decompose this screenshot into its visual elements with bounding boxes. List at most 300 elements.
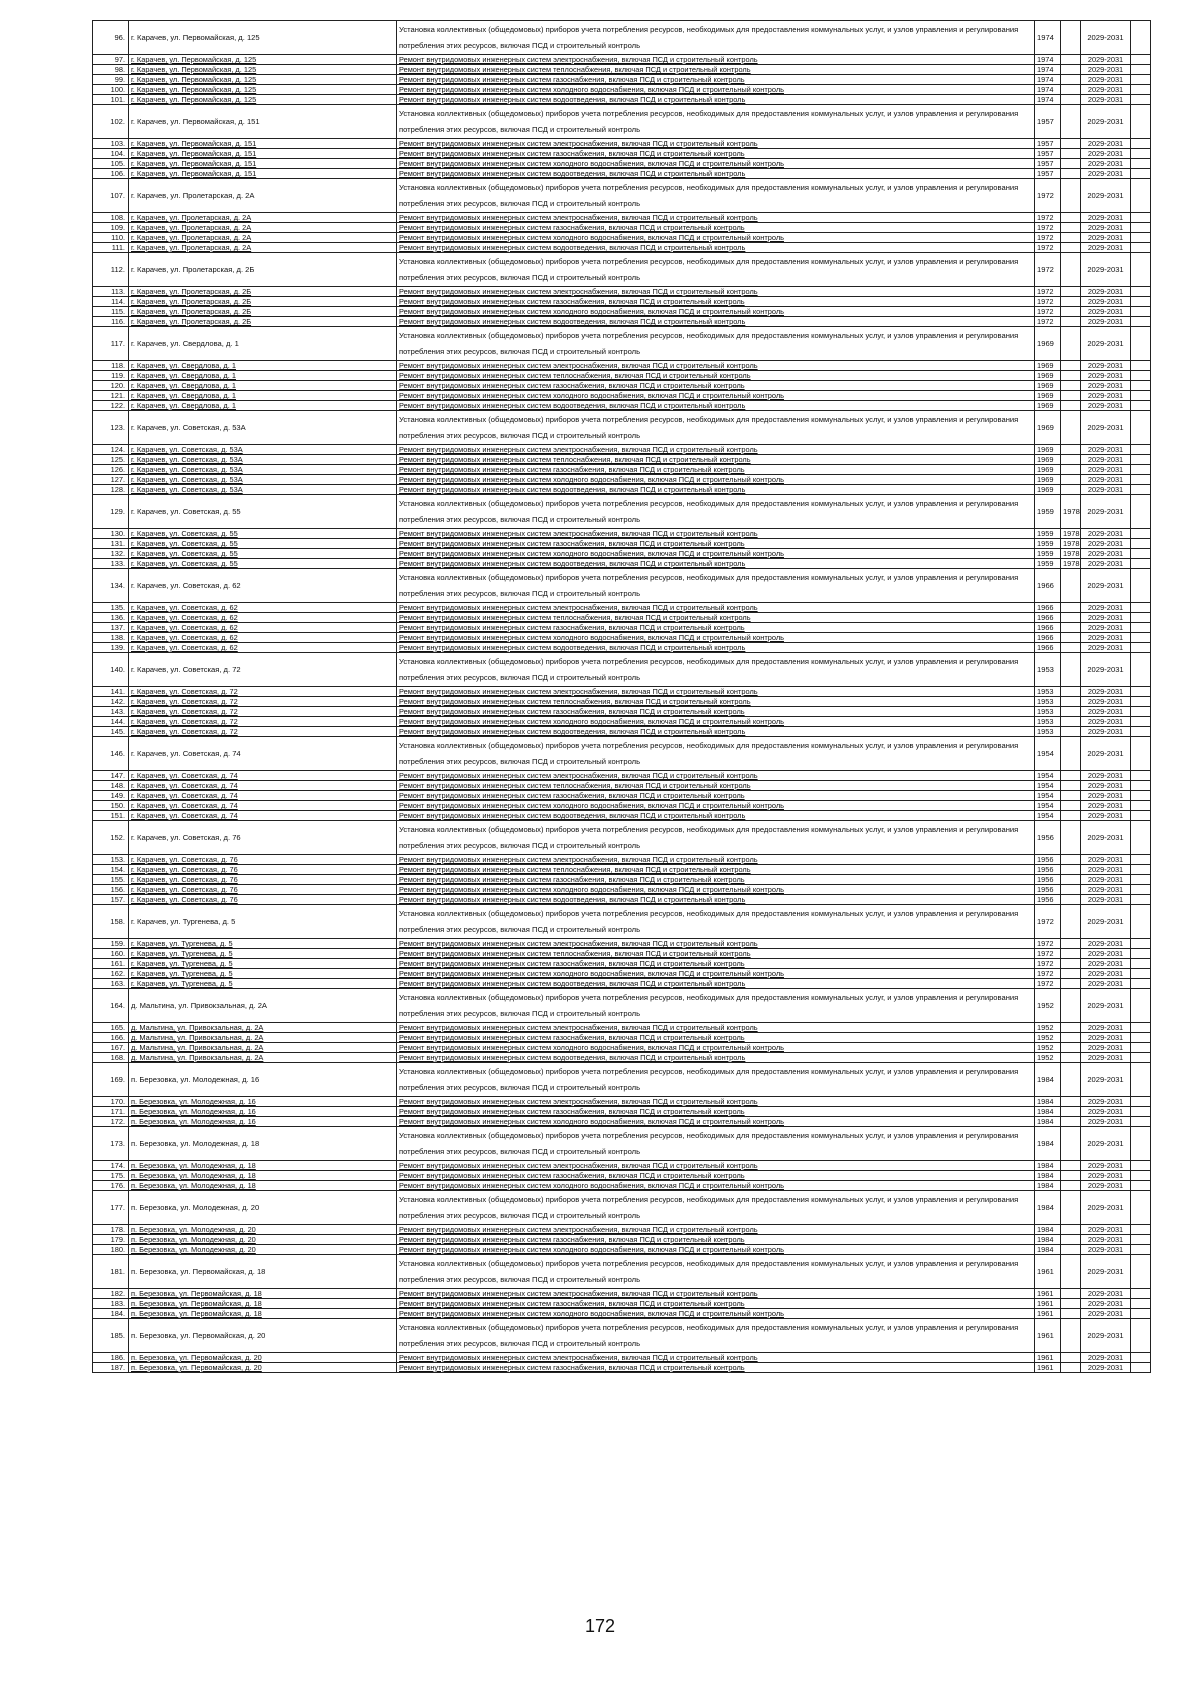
build-year-cell: 1966: [1035, 633, 1061, 643]
address-cell: г. Карачев, ул. Свердлова, д. 1: [129, 371, 397, 381]
table-row: [93, 1289, 1151, 1299]
work-type-cell: Ремонт внутридомовых инженерных систем электроснабжения, включая ПСД и строительный контроль: [397, 445, 1035, 455]
address-cell: г. Карачев, ул. Пролетарская, д. 2А: [129, 243, 397, 253]
address-cell: г. Карачев, ул. Пролетарская, д. 2А: [129, 233, 397, 243]
build-year-cell: 1972: [1035, 969, 1061, 979]
planned-period-cell: 2029-2031: [1081, 1033, 1131, 1043]
build-year-cell: 1972: [1035, 307, 1061, 317]
build-year-cell: 1972: [1035, 939, 1061, 949]
table-row: [93, 727, 1151, 737]
address-cell: г. Карачев, ул. Советская, д. 76: [129, 895, 397, 905]
planned-period-cell: 2029-2031: [1081, 801, 1131, 811]
work-type-cell: Ремонт внутридомовых инженерных систем электроснабжения, включая ПСД и строительный контроль: [397, 361, 1035, 371]
empty-cell: [1131, 623, 1151, 633]
table-row: [93, 821, 1151, 855]
build-year-cell: 1969: [1035, 401, 1061, 411]
work-type-cell: Ремонт внутридомовых инженерных систем холодного водоснабжения, включая ПСД и строительный контроль: [397, 1181, 1035, 1191]
row-number: 134.: [93, 569, 129, 603]
address-cell: п. Березовка, ул. Молодежная, д. 18: [129, 1181, 397, 1191]
build-year-cell: 1956: [1035, 855, 1061, 865]
work-type-cell: Ремонт внутридомовых инженерных систем электроснабжения, включая ПСД и строительный контроль: [397, 1225, 1035, 1235]
planned-period-cell: 2029-2031: [1081, 875, 1131, 885]
empty-cell: [1131, 307, 1151, 317]
planned-period-cell: 2029-2031: [1081, 411, 1131, 445]
address-cell: г. Карачев, ул. Тургенева, д. 5: [129, 959, 397, 969]
reconstruction-year-cell: [1061, 233, 1081, 243]
reconstruction-year-cell: [1061, 1127, 1081, 1161]
planned-period-cell: 2029-2031: [1081, 727, 1131, 737]
address-cell: п. Березовка, ул. Молодежная, д. 18: [129, 1161, 397, 1171]
table-body: [93, 21, 1151, 1373]
table-row: [93, 801, 1151, 811]
table-row: [93, 105, 1151, 139]
work-type-cell: Ремонт внутридомовых инженерных систем холодного водоснабжения, включая ПСД и строительный контроль: [397, 391, 1035, 401]
reconstruction-year-cell: [1061, 979, 1081, 989]
table-row: [93, 603, 1151, 613]
planned-period-cell: 2029-2031: [1081, 445, 1131, 455]
empty-cell: [1131, 939, 1151, 949]
empty-cell: [1131, 989, 1151, 1023]
address-cell: п. Березовка, ул. Молодежная, д. 18: [129, 1171, 397, 1181]
build-year-cell: 1972: [1035, 905, 1061, 939]
empty-cell: [1131, 613, 1151, 623]
planned-period-cell: 2029-2031: [1081, 327, 1131, 361]
table-row: [93, 885, 1151, 895]
build-year-cell: 1972: [1035, 979, 1061, 989]
address-cell: г. Карачев, ул. Первомайская, д. 125: [129, 95, 397, 105]
planned-period-cell: 2029-2031: [1081, 687, 1131, 697]
empty-cell: [1131, 979, 1151, 989]
planned-period-cell: 2029-2031: [1081, 1319, 1131, 1353]
row-number: 141.: [93, 687, 129, 697]
planned-period-cell: 2029-2031: [1081, 959, 1131, 969]
table-row: [93, 737, 1151, 771]
empty-cell: [1131, 159, 1151, 169]
row-number: 179.: [93, 1235, 129, 1245]
planned-period-cell: 2029-2031: [1081, 213, 1131, 223]
row-number: 106.: [93, 169, 129, 179]
reconstruction-year-cell: [1061, 939, 1081, 949]
row-number: 163.: [93, 979, 129, 989]
address-cell: г. Карачев, ул. Пролетарская, д. 2Б: [129, 253, 397, 287]
address-cell: г. Карачев, ул. Первомайская, д. 151: [129, 159, 397, 169]
empty-cell: [1131, 865, 1151, 875]
empty-cell: [1131, 633, 1151, 643]
reconstruction-year-cell: [1061, 643, 1081, 653]
build-year-cell: 1956: [1035, 895, 1061, 905]
build-year-cell: 1974: [1035, 95, 1061, 105]
row-number: 128.: [93, 485, 129, 495]
row-number: 175.: [93, 1171, 129, 1181]
build-year-cell: 1972: [1035, 287, 1061, 297]
address-cell: г. Карачев, ул. Советская, д. 62: [129, 603, 397, 613]
row-number: 105.: [93, 159, 129, 169]
reconstruction-year-cell: [1061, 653, 1081, 687]
planned-period-cell: 2029-2031: [1081, 1309, 1131, 1319]
address-cell: г. Карачев, ул. Пролетарская, д. 2Б: [129, 307, 397, 317]
table-row: [93, 895, 1151, 905]
empty-cell: [1131, 149, 1151, 159]
work-type-cell: Ремонт внутридомовых инженерных систем газоснабжения, включая ПСД и строительный контроль: [397, 223, 1035, 233]
reconstruction-year-cell: [1061, 821, 1081, 855]
build-year-cell: 1959: [1035, 539, 1061, 549]
planned-period-cell: 2029-2031: [1081, 307, 1131, 317]
address-cell: г. Карачев, ул. Советская, д. 74: [129, 771, 397, 781]
row-number: 155.: [93, 875, 129, 885]
planned-period-cell: 2029-2031: [1081, 865, 1131, 875]
row-number: 169.: [93, 1063, 129, 1097]
empty-cell: [1131, 569, 1151, 603]
table-row: [93, 643, 1151, 653]
planned-period-cell: 2029-2031: [1081, 603, 1131, 613]
work-type-cell: Ремонт внутридомовых инженерных систем водоотведения, включая ПСД и строительный контроль: [397, 485, 1035, 495]
reconstruction-year-cell: [1061, 361, 1081, 371]
build-year-cell: 1952: [1035, 1033, 1061, 1043]
reconstruction-year-cell: [1061, 317, 1081, 327]
planned-period-cell: 2029-2031: [1081, 623, 1131, 633]
address-cell: г. Карачев, ул. Советская, д. 72: [129, 687, 397, 697]
row-number: 151.: [93, 811, 129, 821]
address-cell: п. Березовка, ул. Первомайская, д. 18: [129, 1309, 397, 1319]
build-year-cell: 1972: [1035, 213, 1061, 223]
build-year-cell: 1959: [1035, 495, 1061, 529]
address-cell: г. Карачев, ул. Тургенева, д. 5: [129, 949, 397, 959]
build-year-cell: 1957: [1035, 159, 1061, 169]
address-cell: п. Березовка, ул. Первомайская, д. 18: [129, 1299, 397, 1309]
work-type-cell: Установка коллективных (общедомовых) приборов учета потребления ресурсов, необходимых для предоставления коммунальных услуг, и узлов управления и регулирования потребления этих ресурсов, включая ПСД и строительный контроль: [397, 1319, 1035, 1353]
empty-cell: [1131, 1161, 1151, 1171]
work-type-cell: Ремонт внутридомовых инженерных систем водоотведения, включая ПСД и строительный контроль: [397, 95, 1035, 105]
reconstruction-year-cell: 1978: [1061, 529, 1081, 539]
work-type-cell: Ремонт внутридомовых инженерных систем газоснабжения, включая ПСД и строительный контроль: [397, 1033, 1035, 1043]
row-number: 168.: [93, 1053, 129, 1063]
planned-period-cell: 2029-2031: [1081, 539, 1131, 549]
reconstruction-year-cell: [1061, 969, 1081, 979]
build-year-cell: 1954: [1035, 791, 1061, 801]
build-year-cell: 1984: [1035, 1107, 1061, 1117]
reconstruction-year-cell: [1061, 885, 1081, 895]
work-type-cell: Установка коллективных (общедомовых) приборов учета потребления ресурсов, необходимых для предоставления коммунальных услуг, и узлов управления и регулирования потребления этих ресурсов, включая ПСД и строительный контроль: [397, 21, 1035, 55]
empty-cell: [1131, 1245, 1151, 1255]
reconstruction-year-cell: [1061, 297, 1081, 307]
row-number: 118.: [93, 361, 129, 371]
build-year-cell: 1952: [1035, 989, 1061, 1023]
table-row: [93, 771, 1151, 781]
row-number: 96.: [93, 21, 129, 55]
table-row: [93, 549, 1151, 559]
build-year-cell: 1984: [1035, 1245, 1061, 1255]
row-number: 166.: [93, 1033, 129, 1043]
address-cell: г. Карачев, ул. Советская, д. 53А: [129, 485, 397, 495]
row-number: 109.: [93, 223, 129, 233]
table-row: [93, 539, 1151, 549]
planned-period-cell: 2029-2031: [1081, 989, 1131, 1023]
row-number: 113.: [93, 287, 129, 297]
work-type-cell: Установка коллективных (общедомовых) приборов учета потребления ресурсов, необходимых для предоставления коммунальных услуг, и узлов управления и регулирования потребления этих ресурсов, включая ПСД и строительный контроль: [397, 821, 1035, 855]
empty-cell: [1131, 1235, 1151, 1245]
reconstruction-year-cell: [1061, 1289, 1081, 1299]
work-type-cell: Ремонт внутридомовых инженерных систем электроснабжения, включая ПСД и строительный контроль: [397, 855, 1035, 865]
empty-cell: [1131, 1171, 1151, 1181]
table-row: [93, 297, 1151, 307]
planned-period-cell: 2029-2031: [1081, 297, 1131, 307]
address-cell: г. Карачев, ул. Первомайская, д. 125: [129, 55, 397, 65]
address-cell: г. Карачев, ул. Советская, д. 55: [129, 539, 397, 549]
reconstruction-year-cell: [1061, 687, 1081, 697]
empty-cell: [1131, 1299, 1151, 1309]
reconstruction-year-cell: 1978: [1061, 539, 1081, 549]
row-number: 129.: [93, 495, 129, 529]
empty-cell: [1131, 969, 1151, 979]
build-year-cell: 1969: [1035, 455, 1061, 465]
reconstruction-year-cell: [1061, 475, 1081, 485]
planned-period-cell: 2029-2031: [1081, 1235, 1131, 1245]
empty-cell: [1131, 223, 1151, 233]
row-number: 158.: [93, 905, 129, 939]
empty-cell: [1131, 139, 1151, 149]
planned-period-cell: 2029-2031: [1081, 455, 1131, 465]
address-cell: г. Карачев, ул. Пролетарская, д. 2Б: [129, 287, 397, 297]
empty-cell: [1131, 1033, 1151, 1043]
address-cell: г. Карачев, ул. Советская, д. 53А: [129, 411, 397, 445]
row-number: 125.: [93, 455, 129, 465]
table-row: [93, 1097, 1151, 1107]
reconstruction-year-cell: [1061, 801, 1081, 811]
table-row: [93, 687, 1151, 697]
empty-cell: [1131, 653, 1151, 687]
empty-cell: [1131, 55, 1151, 65]
table-row: [93, 529, 1151, 539]
reconstruction-year-cell: [1061, 1043, 1081, 1053]
table-row: [93, 613, 1151, 623]
reconstruction-year-cell: [1061, 1225, 1081, 1235]
reconstruction-year-cell: [1061, 55, 1081, 65]
row-number: 110.: [93, 233, 129, 243]
address-cell: г. Карачев, ул. Советская, д. 72: [129, 653, 397, 687]
work-type-cell: Ремонт внутридомовых инженерных систем электроснабжения, включая ПСД и строительный контроль: [397, 1353, 1035, 1363]
row-number: 147.: [93, 771, 129, 781]
empty-cell: [1131, 371, 1151, 381]
reconstruction-year-cell: [1061, 989, 1081, 1023]
empty-cell: [1131, 361, 1151, 371]
planned-period-cell: 2029-2031: [1081, 371, 1131, 381]
build-year-cell: 1953: [1035, 697, 1061, 707]
row-number: 143.: [93, 707, 129, 717]
reconstruction-year-cell: [1061, 65, 1081, 75]
reconstruction-year-cell: [1061, 1191, 1081, 1225]
row-number: 153.: [93, 855, 129, 865]
work-type-cell: Ремонт внутридомовых инженерных систем холодного водоснабжения, включая ПСД и строительный контроль: [397, 233, 1035, 243]
empty-cell: [1131, 1255, 1151, 1289]
work-type-cell: Ремонт внутридомовых инженерных систем холодного водоснабжения, включая ПСД и строительный контроль: [397, 159, 1035, 169]
address-cell: г. Карачев, ул. Пролетарская, д. 2А: [129, 223, 397, 233]
work-type-cell: Ремонт внутридомовых инженерных систем электроснабжения, включая ПСД и строительный контроль: [397, 213, 1035, 223]
row-number: 145.: [93, 727, 129, 737]
row-number: 112.: [93, 253, 129, 287]
work-type-cell: Ремонт внутридомовых инженерных систем водоотведения, включая ПСД и строительный контроль: [397, 243, 1035, 253]
planned-period-cell: 2029-2031: [1081, 643, 1131, 653]
work-type-cell: Установка коллективных (общедомовых) приборов учета потребления ресурсов, необходимых для предоставления коммунальных услуг, и узлов управления и регулирования потребления этих ресурсов, включая ПСД и строительный контроль: [397, 737, 1035, 771]
build-year-cell: 1984: [1035, 1097, 1061, 1107]
empty-cell: [1131, 213, 1151, 223]
reconstruction-year-cell: [1061, 21, 1081, 55]
reconstruction-year-cell: [1061, 1063, 1081, 1097]
planned-period-cell: 2029-2031: [1081, 55, 1131, 65]
empty-cell: [1131, 1309, 1151, 1319]
address-cell: г. Карачев, ул. Советская, д. 62: [129, 613, 397, 623]
address-cell: г. Карачев, ул. Советская, д. 74: [129, 811, 397, 821]
reconstruction-year-cell: [1061, 287, 1081, 297]
reconstruction-year-cell: 1978: [1061, 495, 1081, 529]
planned-period-cell: 2029-2031: [1081, 1363, 1131, 1373]
empty-cell: [1131, 727, 1151, 737]
table-row: [93, 623, 1151, 633]
work-type-cell: Установка коллективных (общедомовых) приборов учета потребления ресурсов, необходимых для предоставления коммунальных услуг, и узлов управления и регулирования потребления этих ресурсов, включая ПСД и строительный контроль: [397, 179, 1035, 213]
row-number: 150.: [93, 801, 129, 811]
planned-period-cell: 2029-2031: [1081, 1063, 1131, 1097]
planned-period-cell: 2029-2031: [1081, 905, 1131, 939]
work-type-cell: Ремонт внутридомовых инженерных систем электроснабжения, включая ПСД и строительный контроль: [397, 1023, 1035, 1033]
build-year-cell: 1956: [1035, 865, 1061, 875]
planned-period-cell: 2029-2031: [1081, 159, 1131, 169]
reconstruction-year-cell: [1061, 771, 1081, 781]
reconstruction-year-cell: [1061, 1319, 1081, 1353]
reconstruction-year-cell: [1061, 179, 1081, 213]
table-row: [93, 855, 1151, 865]
row-number: 123.: [93, 411, 129, 445]
row-number: 139.: [93, 643, 129, 653]
address-cell: г. Карачев, ул. Советская, д. 76: [129, 865, 397, 875]
table-row: [93, 391, 1151, 401]
empty-cell: [1131, 85, 1151, 95]
table-row: [93, 307, 1151, 317]
row-number: 138.: [93, 633, 129, 643]
row-number: 173.: [93, 1127, 129, 1161]
work-type-cell: Установка коллективных (общедомовых) приборов учета потребления ресурсов, необходимых для предоставления коммунальных услуг, и узлов управления и регулирования потребления этих ресурсов, включая ПСД и строительный контроль: [397, 105, 1035, 139]
work-type-cell: Ремонт внутридомовых инженерных систем водоотведения, включая ПСД и строительный контроль: [397, 979, 1035, 989]
planned-period-cell: 2029-2031: [1081, 791, 1131, 801]
table-row: [93, 213, 1151, 223]
table-row: [93, 149, 1151, 159]
empty-cell: [1131, 391, 1151, 401]
row-number: 130.: [93, 529, 129, 539]
reconstruction-year-cell: [1061, 949, 1081, 959]
build-year-cell: 1966: [1035, 613, 1061, 623]
empty-cell: [1131, 1097, 1151, 1107]
table-row: [93, 243, 1151, 253]
row-number: 167.: [93, 1043, 129, 1053]
reconstruction-year-cell: [1061, 1097, 1081, 1107]
address-cell: г. Карачев, ул. Советская, д. 74: [129, 781, 397, 791]
table-row: [93, 865, 1151, 875]
build-year-cell: 1969: [1035, 371, 1061, 381]
table-row: [93, 653, 1151, 687]
empty-cell: [1131, 253, 1151, 287]
empty-cell: [1131, 411, 1151, 445]
reconstruction-year-cell: [1061, 1235, 1081, 1245]
table-row: [93, 939, 1151, 949]
table-row: [93, 1255, 1151, 1289]
address-cell: г. Карачев, ул. Советская, д. 62: [129, 643, 397, 653]
row-number: 176.: [93, 1181, 129, 1191]
work-type-cell: Ремонт внутридомовых инженерных систем холодного водоснабжения, включая ПСД и строительный контроль: [397, 475, 1035, 485]
address-cell: г. Карачев, ул. Первомайская, д. 125: [129, 75, 397, 85]
reconstruction-year-cell: [1061, 1363, 1081, 1373]
planned-period-cell: 2029-2031: [1081, 737, 1131, 771]
build-year-cell: 1974: [1035, 21, 1061, 55]
build-year-cell: 1972: [1035, 297, 1061, 307]
reconstruction-year-cell: [1061, 1107, 1081, 1117]
table-row: [93, 371, 1151, 381]
work-type-cell: Ремонт внутридомовых инженерных систем теплоснабжения, включая ПСД и строительный контроль: [397, 65, 1035, 75]
reconstruction-year-cell: [1061, 707, 1081, 717]
empty-cell: [1131, 65, 1151, 75]
page-number: 172: [584, 1616, 616, 1636]
work-type-cell: Установка коллективных (общедомовых) приборов учета потребления ресурсов, необходимых для предоставления коммунальных услуг, и узлов управления и регулирования потребления этих ресурсов, включая ПСД и строительный контроль: [397, 1063, 1035, 1097]
reconstruction-year-cell: [1061, 1033, 1081, 1043]
empty-cell: [1131, 949, 1151, 959]
planned-period-cell: 2029-2031: [1081, 139, 1131, 149]
empty-cell: [1131, 445, 1151, 455]
row-number: 170.: [93, 1097, 129, 1107]
row-number: 146.: [93, 737, 129, 771]
empty-cell: [1131, 243, 1151, 253]
table-row: [93, 1161, 1151, 1171]
build-year-cell: 1969: [1035, 391, 1061, 401]
build-year-cell: 1952: [1035, 1043, 1061, 1053]
address-cell: г. Карачев, ул. Пролетарская, д. 2А: [129, 213, 397, 223]
planned-period-cell: 2029-2031: [1081, 381, 1131, 391]
empty-cell: [1131, 1063, 1151, 1097]
planned-period-cell: 2029-2031: [1081, 1107, 1131, 1117]
address-cell: г. Карачев, ул. Советская, д. 55: [129, 529, 397, 539]
row-number: 101.: [93, 95, 129, 105]
build-year-cell: 1969: [1035, 411, 1061, 445]
planned-period-cell: 2029-2031: [1081, 781, 1131, 791]
table-row: [93, 139, 1151, 149]
reconstruction-year-cell: [1061, 105, 1081, 139]
table-row: [93, 1363, 1151, 1373]
planned-period-cell: 2029-2031: [1081, 179, 1131, 213]
row-number: 186.: [93, 1353, 129, 1363]
address-cell: г. Карачев, ул. Советская, д. 76: [129, 875, 397, 885]
build-year-cell: 1953: [1035, 717, 1061, 727]
work-type-cell: Ремонт внутридомовых инженерных систем газоснабжения, включая ПСД и строительный контроль: [397, 791, 1035, 801]
planned-period-cell: 2029-2031: [1081, 1053, 1131, 1063]
planned-period-cell: 2029-2031: [1081, 495, 1131, 529]
address-cell: г. Карачев, ул. Советская, д. 55: [129, 495, 397, 529]
reconstruction-year-cell: [1061, 1245, 1081, 1255]
address-cell: п. Березовка, ул. Молодежная, д. 16: [129, 1117, 397, 1127]
planned-period-cell: 2029-2031: [1081, 149, 1131, 159]
row-number: 132.: [93, 549, 129, 559]
address-cell: г. Карачев, ул. Пролетарская, д. 2Б: [129, 297, 397, 307]
empty-cell: [1131, 233, 1151, 243]
planned-period-cell: 2029-2031: [1081, 1043, 1131, 1053]
empty-cell: [1131, 297, 1151, 307]
table-row: [93, 1053, 1151, 1063]
row-number: 171.: [93, 1107, 129, 1117]
row-number: 135.: [93, 603, 129, 613]
build-year-cell: 1984: [1035, 1191, 1061, 1225]
empty-cell: [1131, 539, 1151, 549]
build-year-cell: 1972: [1035, 233, 1061, 243]
work-type-cell: Ремонт внутридомовых инженерных систем водоотведения, включая ПСД и строительный контроль: [397, 727, 1035, 737]
work-type-cell: Ремонт внутридомовых инженерных систем водоотведения, включая ПСД и строительный контроль: [397, 895, 1035, 905]
reconstruction-year-cell: [1061, 327, 1081, 361]
address-cell: д. Мальтина, ул. Привокзальная, д. 2А: [129, 1053, 397, 1063]
build-year-cell: 1961: [1035, 1299, 1061, 1309]
